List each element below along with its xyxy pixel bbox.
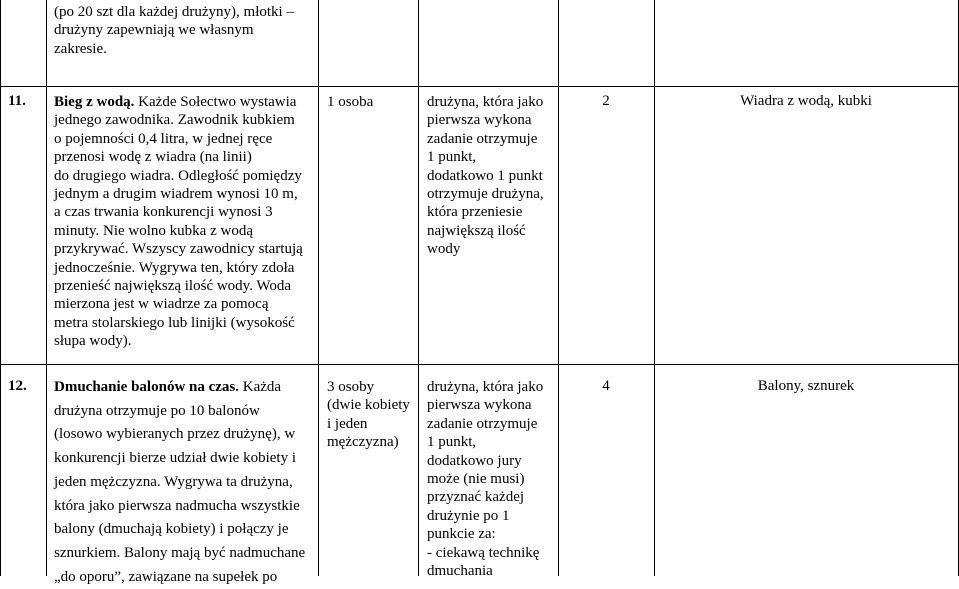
prev-row-description: (po 20 szt dla każdej drużyny), młotki – drużyny zapewniają we własnym zakresie. — [54, 4, 294, 57]
row-participants: 3 osoby (dwie kobiety i jeden mężczyzna) — [327, 379, 410, 451]
row-number: 12. — [8, 378, 27, 394]
row-count: 4 — [602, 378, 610, 394]
row-count: 2 — [602, 93, 610, 109]
row-participants: 1 osoba — [327, 94, 374, 110]
row-divider — [0, 364, 959, 365]
row-equipment: Balony, sznurek — [757, 378, 855, 394]
row-divider — [0, 86, 959, 87]
row-scoring: drużyna, która jako pierwsza wykona zadanie otrzymuje 1 punkt, dodatkowo 1 punkt otrzymuje drużyna, która przeniesie największą ilość wody — [427, 94, 544, 258]
row-description: Dmuchanie balonów na czas. Każda drużyna otrzymuje po 10 balonów (losowo wybieranych przez drużynę), w konkurencji bierze udział dwie kobiety i jeden mężczyzna. Wygrywa ta drużyna, która jako pierwsza nadmucha wszystkie balony (dmuchają kobiety) i połączy je sznurkiem. Balony mają być nadmuchane „do oporu”, zawiązane na supełek po — [54, 379, 306, 585]
row-description: Bieg z wodą. Każde Sołectwo wystawia jednego zawodnika. Zawodnik kubkiem o pojemności 0,4 litra, w jednej ręce przenosi wodę z wiadra (na linii) do drugiego wiadra. Odległość pomiędzy jednym a drugim wiadrem wynosi 10 m, a czas trwania konkurencji wynosi 3 minuty. Nie wolno kubka z wodą przykrywać. Wszyscy zawodnicy startują jednocześnie. Wygrywa ten, który zdoła przenieść największą ilość wody. Woda mierzona jest w wiadrze za pomocą metra stolarskiego lub linijki (wysokość słupa wody). — [54, 94, 303, 350]
row-scoring: drużyna, która jako pierwsza wykona zadanie otrzymuje 1 punkt, dodatkowo jury może (nie musi) przyznać każdej drużynie po 1 punkcie za: - ciekawą technikę dmuchania — [427, 379, 544, 580]
row-number: 11. — [8, 93, 26, 109]
row-equipment: Wiadra z wodą, kubki — [740, 93, 872, 109]
